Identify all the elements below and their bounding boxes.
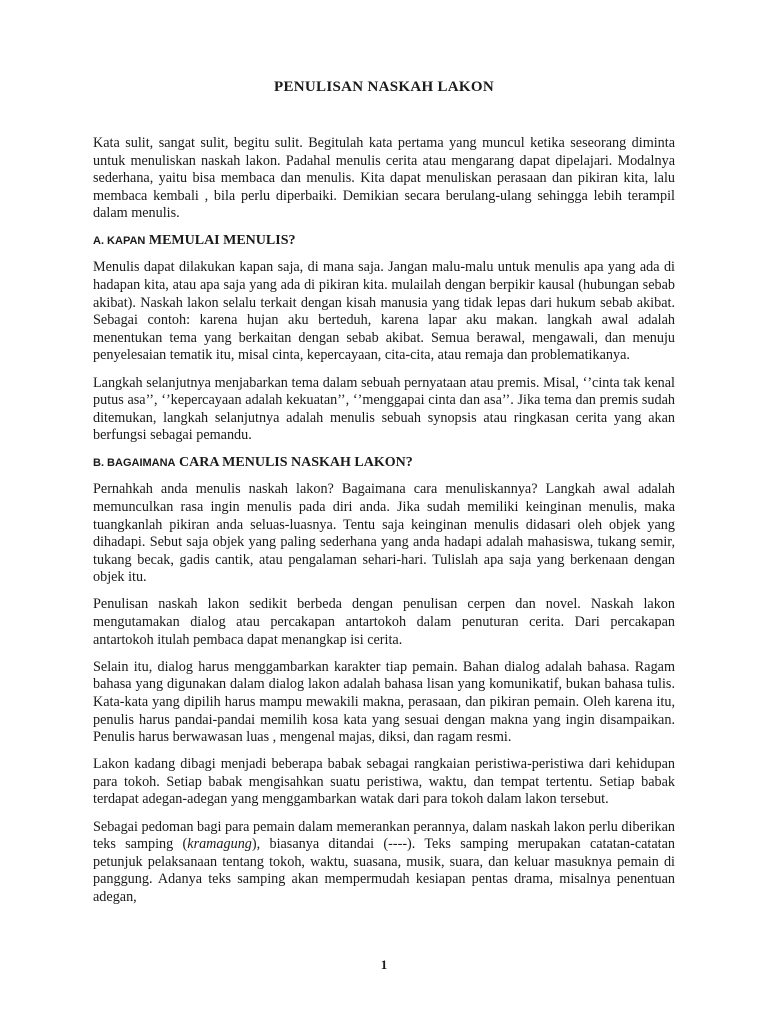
section-a-heading-lead: A. KAPAN [93, 235, 146, 248]
section-a-paragraph-1: Menulis dapat dilakukan kapan saja, di mana saja. Jangan malu-malu untuk menulis apa yang ada di hadapan kita, atau apa saja yang ada di pikiran kita. mulailah dengan berpikir kausal (hubungan sebab akibat). Naskah lakon selalu terkait dengan kisah manusia yang tidak lepas dari hukum sebab akibat. Sebagai contoh: karena hujan aku berteduh, karena lapar aku makan. langkah awal adalah menentukan tema yang berkaitan dengan sebab akibat. Semua berawal, mengawali, dan menuju penyelesaian tematik itu, misal cinta, kepercayaan, cita-cita, atau remaja dan problematikanya. [93, 259, 675, 364]
section-b-paragraph-3: Selain itu, dialog harus menggambarkan karakter tiap pemain. Bahan dialog adalah bahasa. Ragam bahasa yang digunakan dalam dialog lakon adalah bahasa lisan yang komunikatif, bukan bahasa tulis. Kata-kata yang dipilih harus mampu mewakili makna, perasaan, dan pikiran pemain. Oleh karena itu, penulis harus pandai-pandai memilih kosa kata yang sesuai dengan makna yang ingin disampaikan. Penulis harus berwawasan luas , mengenal majas, diksi, dan ragam resmi. [93, 658, 675, 746]
section-b-paragraph-4: Lakon kadang dibagi menjadi beberapa babak sebagai rangkaian peristiwa-peristiwa dari kehidupan para tokoh. Setiap babak mengisahkan suatu peristiwa, waktu, dan tempat tertentu. Setiap babak terdapat adegan-adegan yang menggambarkan watak dari para tokoh dalam lakon tersebut. [93, 756, 675, 808]
section-b-paragraph-5 [93, 819, 675, 907]
section-a-heading [93, 232, 675, 250]
paragraph-5-text-before: Sebagai pedoman bagi para pemain dalam memerankan perannya, dalam naskah lakon perlu diberikan teks samping ( [93, 818, 675, 853]
page-number: 1 [380, 957, 388, 972]
section-b-paragraph-1: Pernahkah anda menulis naskah lakon? Bagaimana cara menuliskannya? Langkah awal adalah memunculkan rasa ingin menulis pada diri anda. Jika sudah memiliki keinginan menulis, maka tuangkanlah pikiran anda seluas-luasnya. Tentu saja keinginan menulis didasari oleh objek yang dihadapi. Sebut saja objek yang paling sederhana yang anda hadapi adalah mahasiswa, tukang semir, tukang becak, gadis cantik, atau pengalaman sehari-hari. Tulislah apa saja yang berkenaan dengan objek itu. [93, 481, 675, 586]
kramagung-term: kramagung [187, 836, 252, 853]
section-b-paragraph-2: Penulisan naskah lakon sedikit berbeda dengan penulisan cerpen dan novel. Naskah lakon mengutamakan dialog atau percakapan antartokoh dalam penuturan cerita. Dari percakapan antartokoh itulah pembaca dapat menangkap isi cerita. [93, 596, 675, 648]
paragraph-5-text-after: ), biasanya ditandai (----). Teks samping merupakan catatan-catatan petunjuk pelaksanaan tentang tokoh, waktu, suasana, musik, suara, dan keluar masuknya pemain di panggung. Adanya teks samping akan mempermudah kesiapan pentas drama, misalnya penentuan adegan, [93, 836, 675, 905]
section-b-heading [93, 454, 675, 472]
document-title: PENULISAN NASKAH LAKON [274, 79, 494, 95]
section-b-heading-rest: CARA MENULIS NASKAH LAKON? [175, 455, 413, 471]
section-a-heading-rest: MEMULAI MENULIS? [145, 233, 296, 249]
intro-paragraph: Kata sulit, sangat sulit, begitu sulit. Begitulah kata pertama yang muncul ketika seseorang diminta untuk menuliskan naskah lakon. Padahal menulis cerita atau mengarang dapat dipelajari. Modalnya sederhana, yaitu bisa membaca dan menulis. Kita dapat menuliskan perasaan dan pikiran kita, lalu membaca kembali , bila perlu diperbaiki. Demikian secara berulang-ulang sehingga lebih terampil dalam menulis. [93, 135, 675, 222]
section-a-paragraph-2: Langkah selanjutnya menjabarkan tema dalam sebuah pernyataan atau premis. Misal, ‘’cinta tak kenal putus asa’’, ‘’kepercayaan adalah kekuatan’’, ‘’menggapai cinta dan asa’’. Jika tema dan premis sudah ditemukan, langkah selanjutnya adalah menulis sebuah synopsis atau ringkasan cerita yang akan berfungsi sebagai pemandu. [93, 374, 675, 444]
section-b-heading-lead: B. BAGAIMANA [93, 457, 176, 470]
document-body [93, 135, 675, 916]
